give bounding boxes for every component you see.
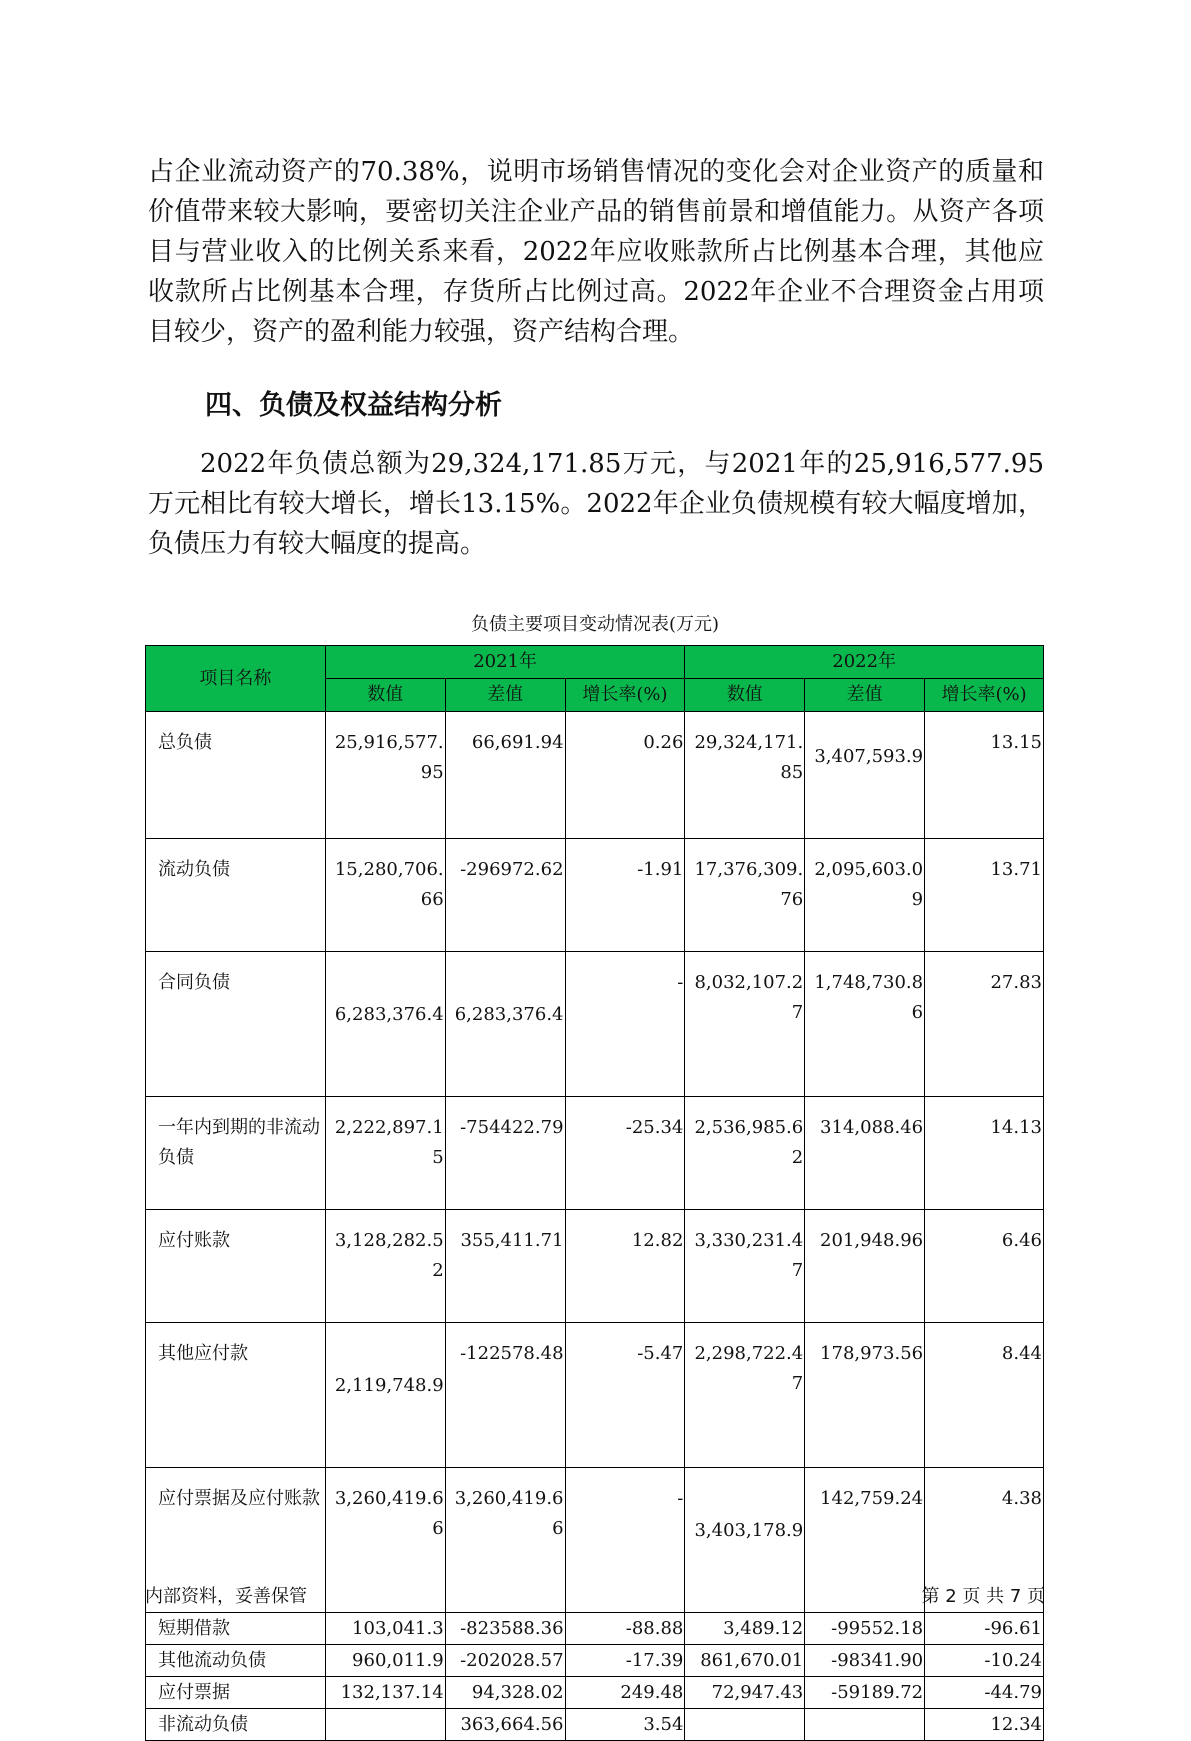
diff-2021: 355,411.71	[445, 1210, 565, 1323]
diff-2022: 314,088.46	[805, 1097, 925, 1210]
table-row	[146, 839, 1044, 952]
rate-2022: 4.38	[925, 1468, 1044, 1613]
value-2022: 72,947.43	[685, 1677, 805, 1709]
diff-2022: 3,407,593.9	[805, 712, 925, 839]
header-year-2022: 2022年	[685, 646, 1044, 679]
header-rate-2022: 增长率(%)	[925, 679, 1044, 712]
value-2021: 2,119,748.9	[325, 1323, 445, 1468]
rate-2022: 6.46	[925, 1210, 1044, 1323]
rate-2021: -	[565, 952, 685, 1097]
rate-2021: -25.34	[565, 1097, 685, 1210]
row-name: 流动负债	[146, 839, 326, 952]
value-2021: 2,222,897.15	[325, 1097, 445, 1210]
diff-2022	[805, 1709, 925, 1741]
diff-2022: -98341.90	[805, 1645, 925, 1677]
table-row	[146, 1645, 1044, 1677]
value-2021: 103,041.3	[325, 1613, 445, 1645]
table-row	[146, 1613, 1044, 1645]
value-2022: 3,330,231.47	[685, 1210, 805, 1323]
table-caption: 负债主要项目变动情况表(万元)	[470, 614, 720, 635]
value-2022: 861,670.01	[685, 1645, 805, 1677]
row-name: 应付票据	[146, 1677, 326, 1709]
diff-2021: 3,260,419.66	[445, 1468, 565, 1613]
section-heading: 四、负债及权益结构分析	[205, 390, 502, 421]
table-row	[146, 952, 1044, 1097]
diff-2021: 94,328.02	[445, 1677, 565, 1709]
value-2022: 29,324,171.85	[685, 712, 805, 839]
header-diff-2022: 差值	[805, 679, 925, 712]
header-item-name: 项目名称	[146, 646, 326, 712]
value-2021	[325, 1709, 445, 1741]
value-2022	[685, 1709, 805, 1741]
diff-2021: -754422.79	[445, 1097, 565, 1210]
rate-2022: -96.61	[925, 1613, 1044, 1645]
value-2021: 960,011.9	[325, 1645, 445, 1677]
row-name: 应付票据及应付账款	[146, 1468, 326, 1613]
rate-2022: 12.34	[925, 1709, 1044, 1741]
table-row	[146, 712, 1044, 839]
header-year-2021: 2021年	[325, 646, 685, 679]
diff-2022: 201,948.96	[805, 1210, 925, 1323]
diff-2021: -823588.36	[445, 1613, 565, 1645]
header-diff-2021: 差值	[445, 679, 565, 712]
liability-paragraph: 2022年负债总额为29,324,171.85万元，与2021年的25,916,577.95万元相比有较大增长，增长13.15%。2022年企业负债规模有较大幅度增加，负债压力有较大幅度的提高。	[148, 449, 1044, 559]
diff-2021: 363,664.56	[445, 1709, 565, 1741]
value-2021: 15,280,706.66	[325, 839, 445, 952]
table-row	[146, 1323, 1044, 1468]
footer-confidential-note: 内部资料，妥善保管	[145, 1586, 307, 1607]
row-name: 非流动负债	[146, 1709, 326, 1741]
header-value-2021: 数值	[325, 679, 445, 712]
rate-2022: 14.13	[925, 1097, 1044, 1210]
liability-change-table	[145, 645, 1044, 1741]
diff-2022: 142,759.24	[805, 1468, 925, 1613]
diff-2022: -59189.72	[805, 1677, 925, 1709]
intro-paragraph: 占企业流动资产的70.38%，说明市场销售情况的变化会对企业资产的质量和价值带来较大影响，要密切关注企业产品的销售前景和增值能力。从资产各项目与营业收入的比例关系来看，2022年应收账款所占比例基本合理，其他应收款所占比例基本合理，存货所占比例过高。2022年企业不合理资金占用项目较少，资产的盈利能力较强，资产结构合理。	[148, 157, 1044, 347]
table-row	[146, 1210, 1044, 1323]
value-2022: 3,489.12	[685, 1613, 805, 1645]
diff-2022: -99552.18	[805, 1613, 925, 1645]
rate-2022: 13.71	[925, 839, 1044, 952]
diff-2022: 1,748,730.86	[805, 952, 925, 1097]
diff-2021: -122578.48	[445, 1323, 565, 1468]
rate-2022: 8.44	[925, 1323, 1044, 1468]
row-name: 合同负债	[146, 952, 326, 1097]
header-value-2022: 数值	[685, 679, 805, 712]
row-name: 一年内到期的非流动负债	[146, 1097, 326, 1210]
rate-2021: 12.82	[565, 1210, 685, 1323]
rate-2021: -17.39	[565, 1645, 685, 1677]
diff-2021: -202028.57	[445, 1645, 565, 1677]
rate-2021: -88.88	[565, 1613, 685, 1645]
footer-page-number: 第 2 页 共 7 页	[921, 1586, 1045, 1607]
table-row	[146, 1709, 1044, 1741]
diff-2021: -296972.62	[445, 839, 565, 952]
row-name: 其他流动负债	[146, 1645, 326, 1677]
table-row	[146, 1677, 1044, 1709]
diff-2021: 66,691.94	[445, 712, 565, 839]
rate-2021: -5.47	[565, 1323, 685, 1468]
row-name: 其他应付款	[146, 1323, 326, 1468]
rate-2021: 0.26	[565, 712, 685, 839]
rate-2022: -44.79	[925, 1677, 1044, 1709]
rate-2022: -10.24	[925, 1645, 1044, 1677]
row-name: 应付账款	[146, 1210, 326, 1323]
value-2021: 132,137.14	[325, 1677, 445, 1709]
value-2022: 2,298,722.47	[685, 1323, 805, 1468]
value-2022: 3,403,178.9	[685, 1468, 805, 1613]
row-name: 短期借款	[146, 1613, 326, 1645]
value-2021: 25,916,577.95	[325, 712, 445, 839]
value-2022: 2,536,985.62	[685, 1097, 805, 1210]
rate-2021: 3.54	[565, 1709, 685, 1741]
table-row	[146, 1097, 1044, 1210]
rate-2022: 27.83	[925, 952, 1044, 1097]
value-2021: 3,128,282.52	[325, 1210, 445, 1323]
rate-2021: -1.91	[565, 839, 685, 952]
diff-2021: 6,283,376.4	[445, 952, 565, 1097]
rate-2021: -	[565, 1468, 685, 1613]
value-2022: 17,376,309.76	[685, 839, 805, 952]
diff-2022: 178,973.56	[805, 1323, 925, 1468]
value-2021: 6,283,376.4	[325, 952, 445, 1097]
diff-2022: 2,095,603.09	[805, 839, 925, 952]
value-2022: 8,032,107.27	[685, 952, 805, 1097]
value-2021: 3,260,419.66	[325, 1468, 445, 1613]
rate-2022: 13.15	[925, 712, 1044, 839]
row-name: 总负债	[146, 712, 326, 839]
rate-2021: 249.48	[565, 1677, 685, 1709]
header-rate-2021: 增长率(%)	[565, 679, 685, 712]
